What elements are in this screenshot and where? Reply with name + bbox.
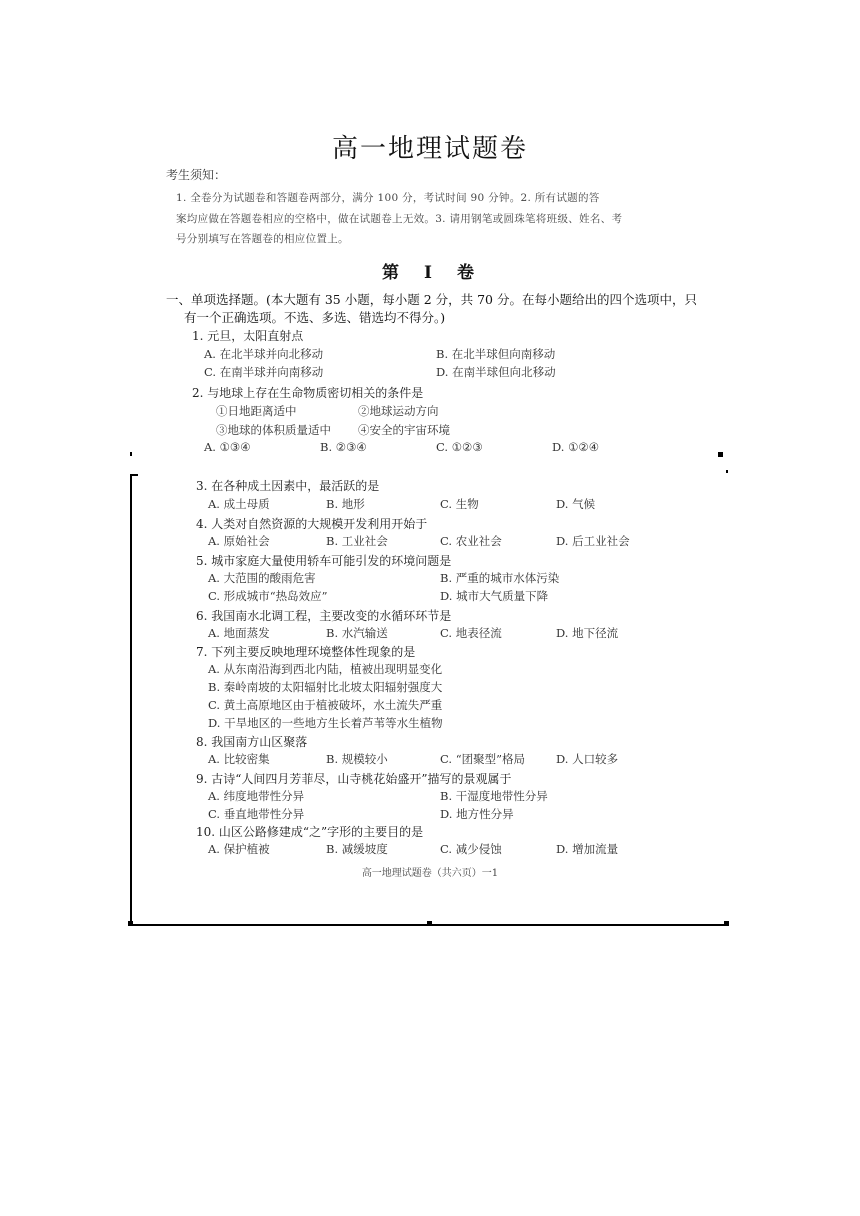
frame-handle — [724, 921, 729, 926]
notice-line: 1. 全卷分为试题卷和答题卷两部分，满分 100 分，考试时间 90 分钟。2. 所有试题的答 — [176, 192, 600, 204]
option-b: B. 工业社会 — [326, 534, 388, 548]
frame-handle — [718, 452, 723, 457]
option-a: A. 地面蒸发 — [208, 626, 270, 640]
section-instructions: 一、单项选择题。(本大题有 35 小题，每小题 2 分，共 70 分。在每小题给出的四个选项中，只 — [166, 292, 697, 307]
option-a: A. 从东南沿海到西北内陆，植被出现明显变化 — [208, 662, 443, 676]
option-d: D. 在南半球但向北移动 — [436, 365, 556, 379]
statement: ②地球运动方向 — [358, 404, 439, 418]
section-instructions-cont: 有一个正确选项。不选、多选、错选均不得分。) — [184, 310, 446, 325]
option-c: C. 形成城市“热岛效应” — [208, 589, 328, 603]
option-a: A. ①③④ — [204, 440, 251, 454]
option-d: D. 增加流量 — [556, 842, 619, 856]
option-a: A. 大范围的酸雨危害 — [208, 571, 316, 585]
option-d: D. 人口较多 — [556, 752, 619, 766]
option-a: A. 成土母质 — [208, 497, 270, 511]
option-a: A. 原始社会 — [208, 534, 270, 548]
option-d: D. 干旱地区的一些地方生长着芦苇等水生植物 — [208, 716, 443, 730]
question-stem: 3. 在各种成土因素中，最活跃的是 — [196, 479, 380, 493]
option-b: B. 地形 — [326, 497, 365, 511]
question-stem: 8. 我国南方山区聚落 — [196, 735, 308, 749]
statement: ③地球的体积质量适中 — [216, 423, 331, 437]
frame-handle — [427, 921, 432, 926]
option-c: C. “团聚型”格局 — [440, 752, 525, 766]
option-a: A. 保护植被 — [208, 842, 270, 856]
option-b: B. 水汽输送 — [326, 626, 388, 640]
option-d: D. 城市大气质量下降 — [440, 589, 549, 603]
option-d: D. 地下径流 — [556, 626, 619, 640]
question-stem: 7. 下列主要反映地理环境整体性现象的是 — [196, 645, 416, 659]
statement: ④安全的宇宙环境 — [358, 423, 450, 437]
option-c: C. 地表径流 — [440, 626, 502, 640]
notice-heading: 考生须知： — [166, 168, 227, 182]
question-stem: 2. 与地球上存在生命物质密切相关的条件是 — [192, 386, 424, 400]
option-b: B. 秦岭南坡的太阳辐射比北坡太阳辐射强度大 — [208, 680, 443, 694]
page-title: 高一地理试题卷 — [331, 134, 528, 164]
notice-line: 号分别填写在答题卷的相应位置上。 — [176, 233, 349, 245]
option-b: B. 规模较小 — [326, 752, 388, 766]
option-c: C. 生物 — [440, 497, 479, 511]
frame-top-tick — [130, 474, 138, 476]
option-a: A. 在北半球并向北移动 — [204, 347, 324, 361]
option-c: C. 在南半球并向南移动 — [204, 365, 324, 379]
option-d: D. 后工业社会 — [556, 534, 630, 548]
question-stem: 9. 古诗“人间四月芳菲尽，山寺桃花始盛开”描写的景观属于 — [196, 772, 512, 786]
option-b: B. 干湿度地带性分异 — [440, 789, 548, 803]
question-stem: 4. 人类对自然资源的大规模开发利用开始于 — [196, 517, 428, 531]
page-footer: 高一地理试题卷（共六页）一1 — [361, 868, 499, 879]
option-c: C. ①②③ — [436, 440, 483, 454]
option-d: D. 地方性分异 — [440, 807, 514, 821]
option-c: C. 垂直地带性分异 — [208, 807, 305, 821]
frame-handle — [128, 921, 133, 926]
option-a: A. 纬度地带性分异 — [208, 789, 305, 803]
option-b: B. 减缓坡度 — [326, 842, 388, 856]
frame-left-line — [130, 474, 132, 926]
volume-title: 第 Ⅰ 卷 — [382, 263, 478, 283]
option-c: C. 减少侵蚀 — [440, 842, 502, 856]
question-stem: 1. 元旦，太阳直射点 — [192, 329, 304, 343]
option-c: C. 农业社会 — [440, 534, 502, 548]
statement: ①日地距离适中 — [216, 404, 297, 418]
option-d: D. ①②④ — [552, 440, 600, 454]
option-b: B. ②③④ — [320, 440, 367, 454]
frame-handle — [726, 470, 728, 473]
option-b: B. 严重的城市水体污染 — [440, 571, 560, 585]
option-c: C. 黄土高原地区由于植被破坏，水土流失严重 — [208, 698, 443, 712]
frame-handle — [130, 452, 132, 456]
option-b: B. 在北半球但向南移动 — [436, 347, 556, 361]
option-d: D. 气候 — [556, 497, 596, 511]
question-stem: 5. 城市家庭大量使用轿车可能引发的环境问题是 — [196, 554, 452, 568]
notice-line: 案均应做在答题卷相应的空格中，做在试题卷上无效。3. 请用钢笔或圆珠笔将班级、姓名、考 — [176, 213, 623, 225]
question-stem: 10. 山区公路修建成“之”字形的主要目的是 — [196, 825, 424, 839]
question-stem: 6. 我国南水北调工程，主要改变的水循环环节是 — [196, 609, 452, 623]
option-a: A. 比较密集 — [208, 752, 270, 766]
